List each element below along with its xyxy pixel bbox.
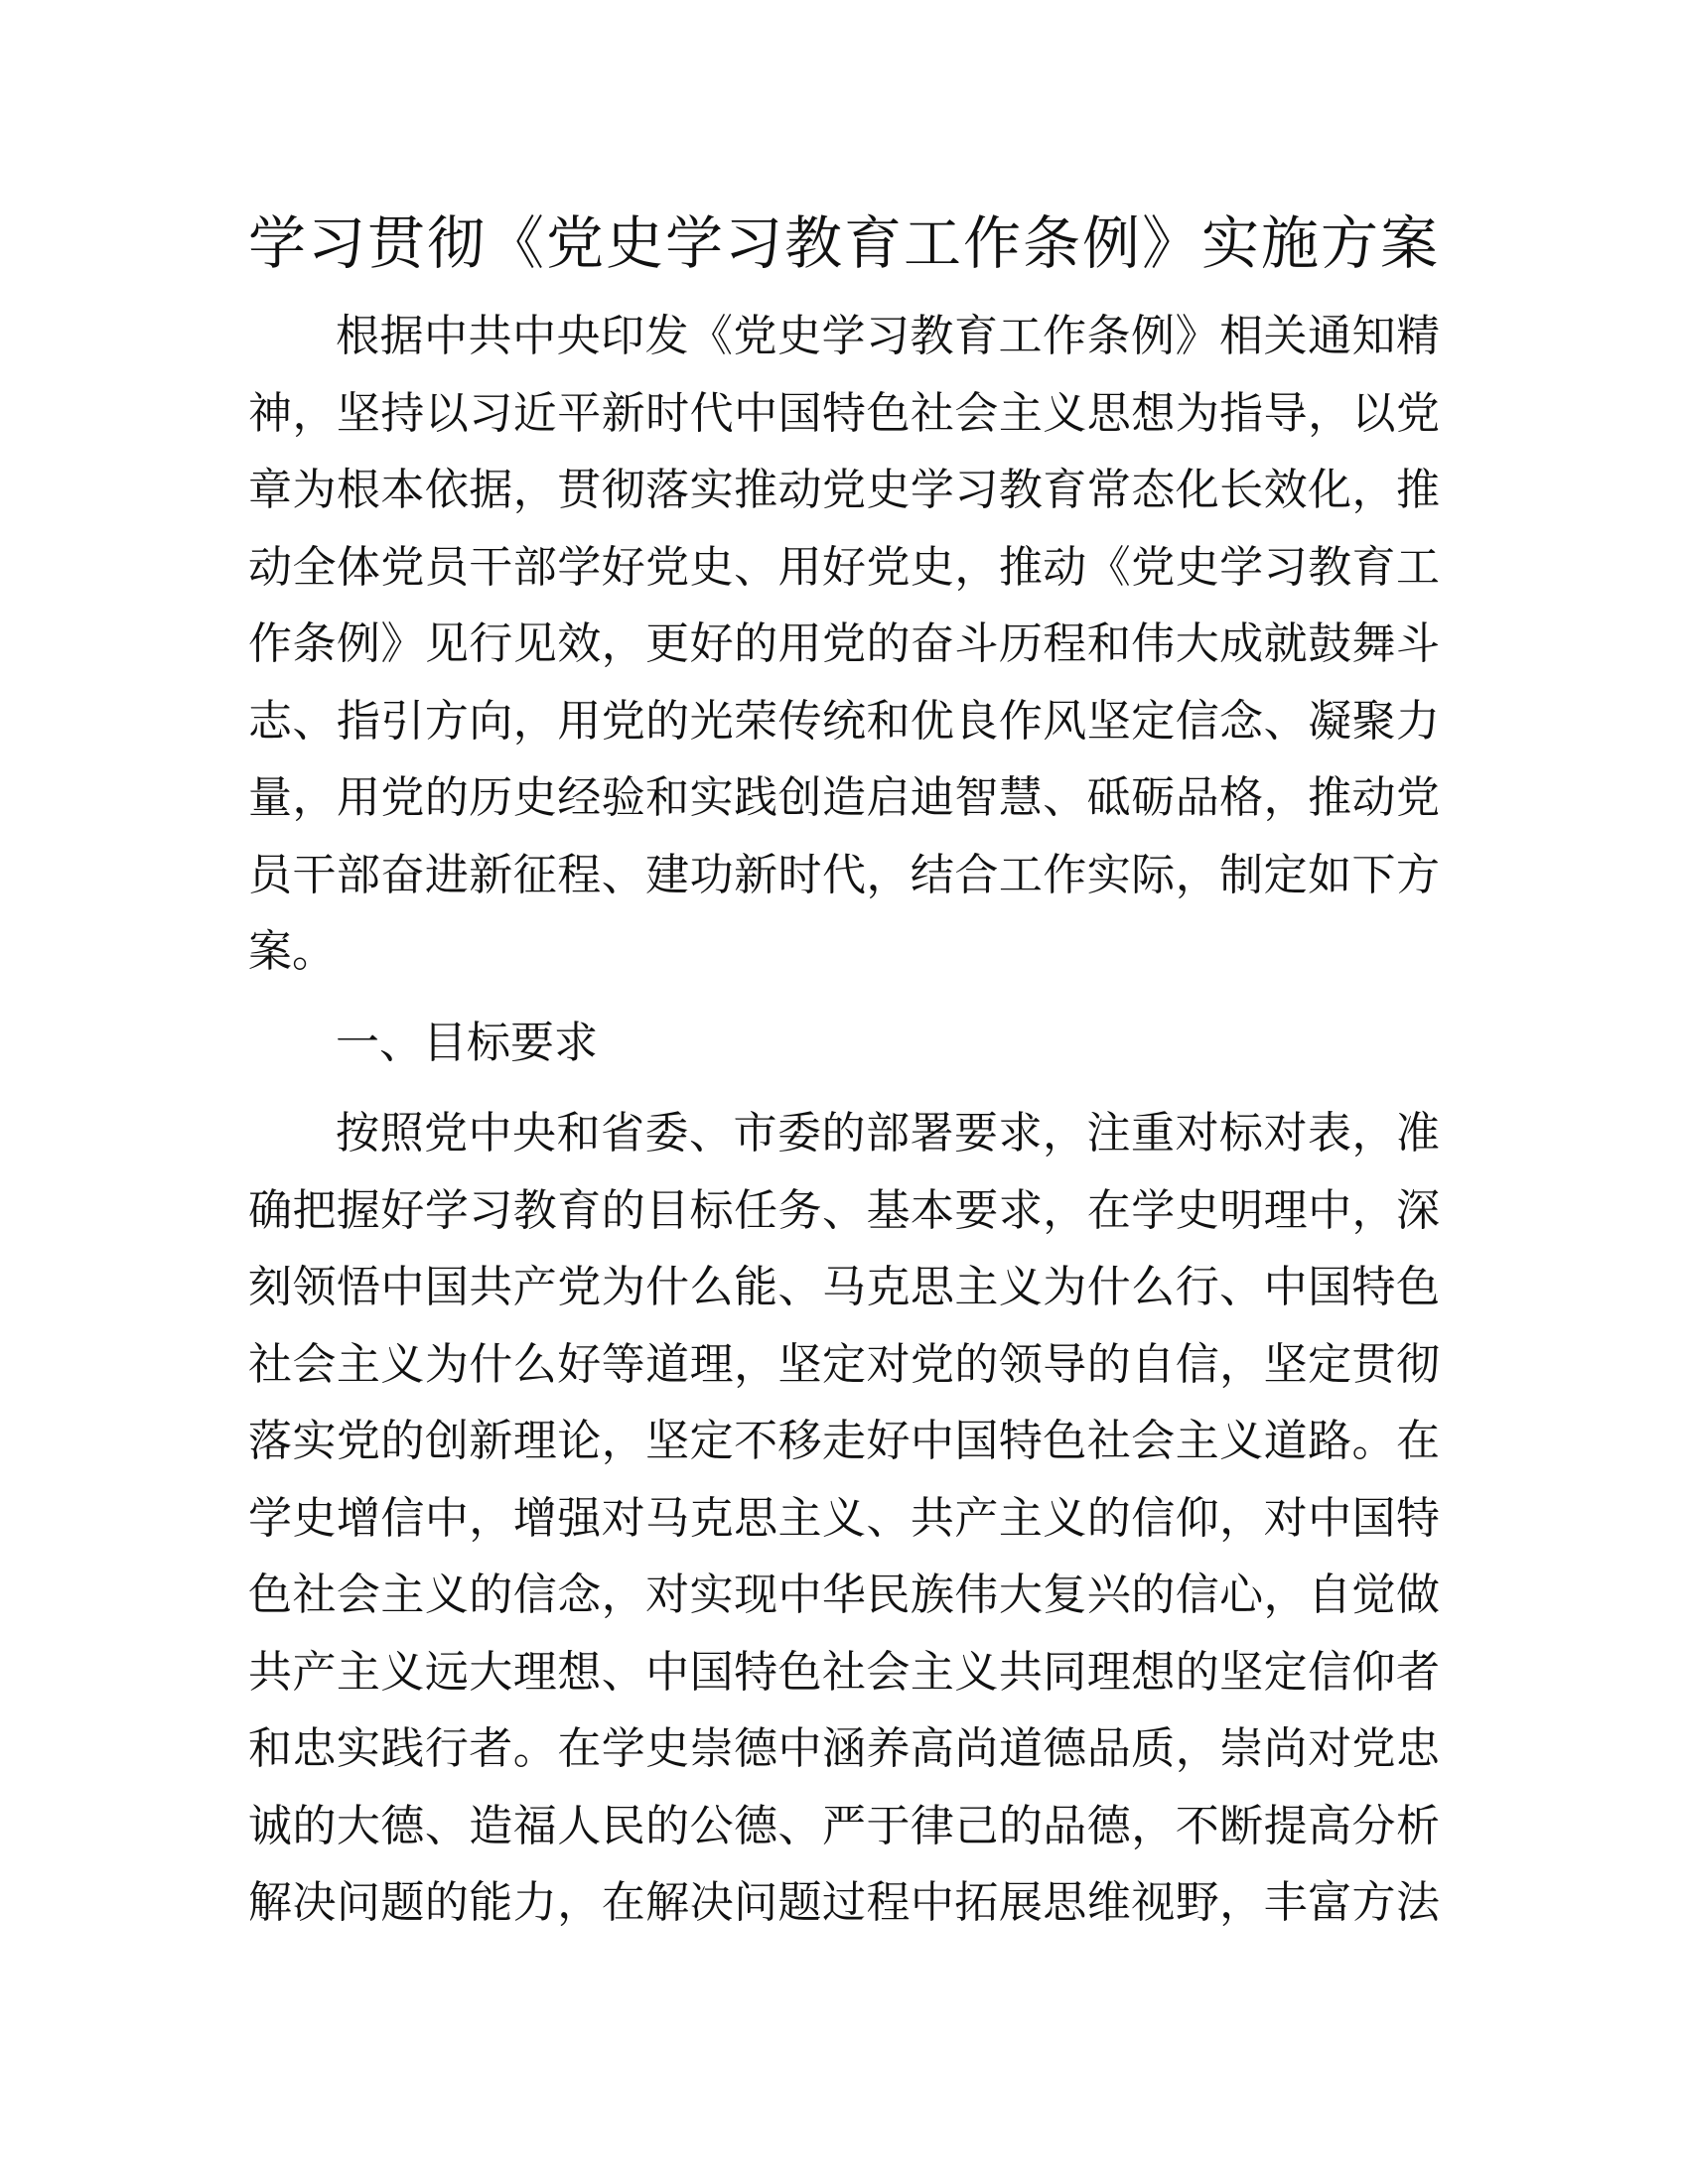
section-gap	[248, 1081, 1440, 1095]
paragraph-line: 作条例》见行见效，更好的用党的奋斗历程和伟大成就鼓舞斗	[248, 618, 1440, 669]
paragraph-line: 解决问题的能力，在解决问题过程中拓展思维视野，丰富方法	[248, 1877, 1440, 1928]
paragraph-line: 神，坚持以习近平新时代中国特色社会主义思想为指导，以党	[248, 387, 1440, 439]
paragraph-line: 量，用党的历史经验和实践创造启迪智慧、砥砺品格，推动党	[248, 772, 1440, 823]
paragraph-line: 共产主义远大理想、中国特色社会主义共同理想的坚定信仰者	[248, 1646, 1440, 1698]
document-body	[248, 298, 1440, 1942]
paragraph-line: 刻领悟中国共产党为什么能、马克思主义为什么行、中国特色	[248, 1262, 1440, 1312]
paragraph-line: 确把握好学习教育的目标任务、基本要求，在学史明理中，深	[248, 1184, 1440, 1236]
paragraph-line: 社会主义为什么好等道理，坚定对党的领导的自信，坚定贯彻	[248, 1338, 1440, 1390]
paragraph-line: 按照党中央和省委、市委的部署要求，注重对标对表，准	[336, 1108, 1440, 1159]
section-gap	[248, 991, 1440, 1005]
intro-paragraph	[248, 298, 1440, 991]
paragraph-line: 案。	[248, 926, 336, 977]
paragraph-line: 志、指引方向，用党的光荣传统和优良作风坚定信念、凝聚力	[248, 695, 1440, 747]
section-paragraph	[248, 1095, 1440, 1942]
paragraph-line: 员干部奋进新征程、建功新时代，结合工作实际，制定如下方	[248, 849, 1440, 900]
paragraph-line: 和忠实践行者。在学史崇德中涵养高尚道德品质，崇尚对党忠	[248, 1723, 1440, 1774]
paragraph-line: 根据中共中央印发《党史学习教育工作条例》相关通知精	[336, 311, 1440, 361]
section-heading: 一、目标要求	[336, 1017, 598, 1068]
document-title: 学习贯彻《党史学习教育工作条例》实施方案	[247, 209, 1440, 277]
paragraph-line: 章为根本依据，贯彻落实推动党史学习教育常态化长效化，推	[248, 465, 1440, 515]
paragraph-line: 诚的大德、造福人民的公德、严于律己的品德，不断提高分析	[248, 1800, 1440, 1851]
paragraph-line: 色社会主义的信念，对实现中华民族伟大复兴的信心，自觉做	[248, 1570, 1440, 1620]
paragraph-line: 学史增信中，增强对马克思主义、共产主义的信仰，对中国特	[248, 1492, 1440, 1544]
paragraph-line: 落实党的创新理论，坚定不移走好中国特色社会主义道路。在	[248, 1416, 1440, 1466]
paragraph-line: 动全体党员干部学好党史、用好党史，推动《党史学习教育工	[248, 541, 1440, 593]
